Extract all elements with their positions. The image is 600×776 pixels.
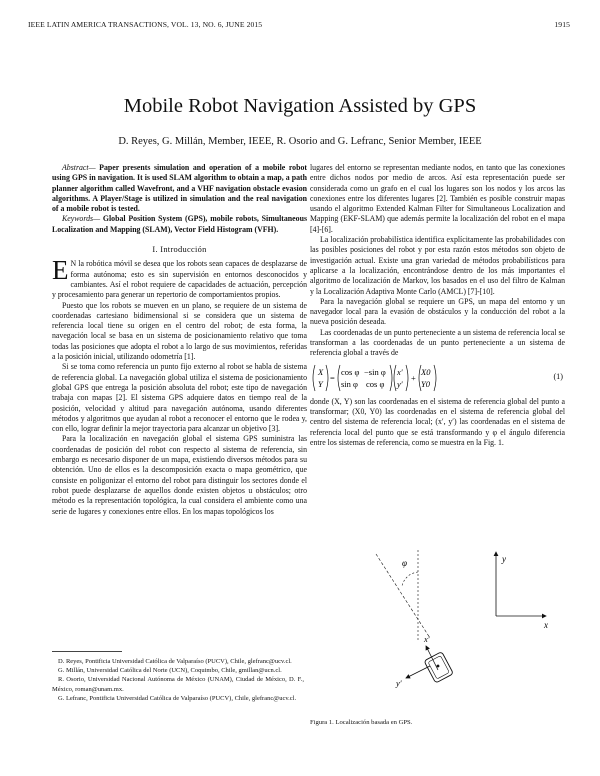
eq-yp: y′ bbox=[397, 378, 403, 389]
right-paragraph-3: Para la navegación global se requiere un GPS, un mapa del entorno y un navegador local para la evasión de obstáculos y la conducción del robot a la nueva posición deseada. bbox=[310, 296, 565, 327]
eq-r21: sin φ bbox=[341, 378, 358, 389]
equation-matrix bbox=[310, 363, 440, 393]
right-paragraph-2: La localización probabilística identifica explícitamente las probabilidades con las posibles posiciones del robot y por esta razón estos métodos son objeto de investigación actual. Existe una gran variedad de métodos probabilísticos para aplicarse a la localización, encontrándose dentro de los más importantes el algoritmo de localización de Markov, los basados en el uso del filtro de Kalman y la Localización Adaptiva Monte Carlo (AMCL) [7]-[10]. bbox=[310, 235, 565, 296]
intro-paragraph-3: Si se toma como referencia un punto fijo externo al robot se habla de sistema de referencia global. La navegación global utiliza el sistema de posicionamiento global GPS que entrega la posición absoluta del robot; este tipo de navegación trabaja con mapas [2]. El sistema GPS adquiere datos en tiempo real de la posición, velocidad y altitud para navegación autónoma, usando diferentes métodos y algoritmos que ayudan al robot a reconocer el entorno que le rodea y, con ello, lograr definir la mejor trayectoria para alcanzar un objetivo [3]. bbox=[52, 362, 307, 434]
phi-label: φ bbox=[402, 558, 407, 568]
footnote-1: D. Reyes, Pontificia Universidad Católica de Valparaíso (PUCV), Chile, glefranc@ucv.cl. bbox=[58, 658, 292, 665]
angle-arc bbox=[402, 572, 418, 586]
section-heading: I. Introducción bbox=[152, 245, 207, 255]
paper-title: Mobile Robot Navigation Assisted by GPS bbox=[123, 95, 477, 117]
eq-xp: x′ bbox=[397, 366, 403, 377]
eq-equals: = bbox=[330, 372, 335, 383]
eq-r12: −sin φ bbox=[364, 366, 386, 377]
running-header bbox=[28, 20, 570, 29]
footnote-rule bbox=[52, 651, 122, 652]
keywords bbox=[52, 214, 307, 235]
intro-paragraph-1 bbox=[52, 255, 307, 300]
intro-paragraph-2: Puesto que los robots se mueven en un plano, se requiere de un sistema de coordenadas cartesiano bidimensional si se considera que un sistema de referencia local tiene su origen en el centro del robot; de esta forma, la navegación local se basa en un sistema de posicionamiento relativo que toma todas las posiciones que adopta el robot a lo largo de sus movimientos, referidas a la posición inicial, utilizando odometría [1]. bbox=[52, 300, 307, 362]
right-column bbox=[310, 163, 565, 448]
footnotes bbox=[52, 657, 304, 703]
right-paragraph-5: donde (X, Y) son las coordenadas en el sistema de referencia global del punto a transformar; (X0, Y0) las coordenadas en el sistema de referencia global del centro del sistema de referencia local; (x′, y′) las coordenadas en el sistema de referencia local del punto que se está transformando y φ el ángulo diferencia entre los sistemas de referencia, como se muestra en la Fig. 1. bbox=[310, 396, 565, 447]
eq-X0: X0 bbox=[421, 366, 431, 377]
keywords-label: Keywords— bbox=[62, 214, 101, 224]
abstract bbox=[52, 163, 307, 214]
right-paragraph-4: Las coordenadas de un punto perteneciente a un sistema de referencia local se transforman a las coordenadas de un punto perteneciente a un sistema de referencia global a través de bbox=[310, 327, 565, 358]
eq-r11: cos φ bbox=[341, 366, 360, 377]
left-column bbox=[52, 163, 307, 517]
eq-plus: + bbox=[411, 372, 416, 383]
equation-number: (1) bbox=[553, 372, 563, 382]
robot-body bbox=[424, 652, 453, 683]
eq-Y: Y bbox=[318, 378, 323, 389]
local-y-prime-label: y′ bbox=[396, 678, 402, 688]
drop-cap: E bbox=[52, 255, 69, 286]
global-y-label: y bbox=[502, 554, 506, 564]
author-line: D. Reyes, G. Millán, Member, IEEE, R. Osorio and G. Lefranc, Senior Member, IEEE bbox=[118, 136, 482, 147]
intro-paragraph-4: Para la localización en navegación global el sistema GPS suministra las coordenadas de posición del robot con respecto al sistema de referencia, sin embargo es necesario disponer de un mapa, existiendo diversos métodos para su obtención. Uno de ellos es la descomposición exacta o mapa geométrico, que consiste en poligonizar el entorno del robot para distinguir los sectores donde el robot puede desplazarse de aquellos donde existen objetos u obstáculos; otro método es la representación topológica, la cual considera el ambiente como una serie de lugares y conexiones entre ellos. En los mapas topológicos los bbox=[52, 434, 307, 516]
right-paragraph-1: lugares del entorno se representan mediante nodos, en tanto que las conexiones entre dichos nodos por medio de arcos. Así esta representación puede ser considerada como un grafo en el cual los lugares son los nodos y los arcos las conexiones entre los diferentes lugares [2]. También es posible construir mapas usando el algoritmo Extended Kalman Filter for Simultaneous Localization and Mapping (EKF-SLAM) que además permite la localización del robot en el mapa [4]-[6]. bbox=[310, 163, 565, 234]
footnote-3: R. Osorio, Universidad Nacional Autónoma de México (UNAM), Ciudad de México, D. F., México, roman@unam.mx. bbox=[52, 676, 304, 693]
footnote-4: G. Lefranc, Pontificia Universidad Católica de Valparaíso (PUCV), Chile, glefranc@ucv.cl. bbox=[58, 694, 297, 702]
footnote-2: G. Millán, Universidad Católica del Norte (UCN), Coquimbo, Chile, gmillan@ucn.cl. bbox=[58, 667, 282, 675]
abstract-text: Paper presents simulation and operation of a mobile robot using GPS in navigation. It is used SLAM algorithm to obtain a map, a path planner algorithm called Wavefront, and a VHF navigation obstacle evasion algorithms. A Player/Stage is utilized in simulation and the real navigation of a mobile robot is tested. bbox=[52, 163, 307, 214]
eq-r22: cos φ bbox=[366, 378, 385, 389]
keywords-text: Global Position System (GPS), mobile robots, Simultaneous Localization and Mapping (SLAM), Vector Field Histogram (VFH). bbox=[52, 214, 307, 234]
local-y-prime-axis bbox=[406, 666, 430, 678]
eq-X: X bbox=[318, 366, 324, 377]
page-number: 1915 bbox=[554, 20, 570, 29]
figure-1-diagram bbox=[366, 546, 566, 696]
journal-info: IEEE LATIN AMERICA TRANSACTIONS, VOL. 13, NO. 6, JUNE 2015 bbox=[28, 20, 263, 29]
equation-1 bbox=[310, 363, 565, 393]
abstract-label: Abstract— bbox=[62, 163, 96, 172]
local-x-prime-label: x′ bbox=[424, 634, 430, 644]
eq-Y0: Y0 bbox=[421, 378, 430, 389]
global-x-label: x bbox=[544, 620, 548, 630]
figure-caption: Figura 1. Localización basada en GPS. bbox=[310, 719, 413, 726]
intro-paragraph-1-text: N la robótica móvil se desea que los robots sean capaces de desplazarse de forma autónoma; esto es sin supervisión en entornos desconocidos y cambiantes. Así el robot requiere de capacidades de actuación, percepción y procesamiento para generar un repertorio de comportamientos propios. bbox=[52, 259, 307, 300]
